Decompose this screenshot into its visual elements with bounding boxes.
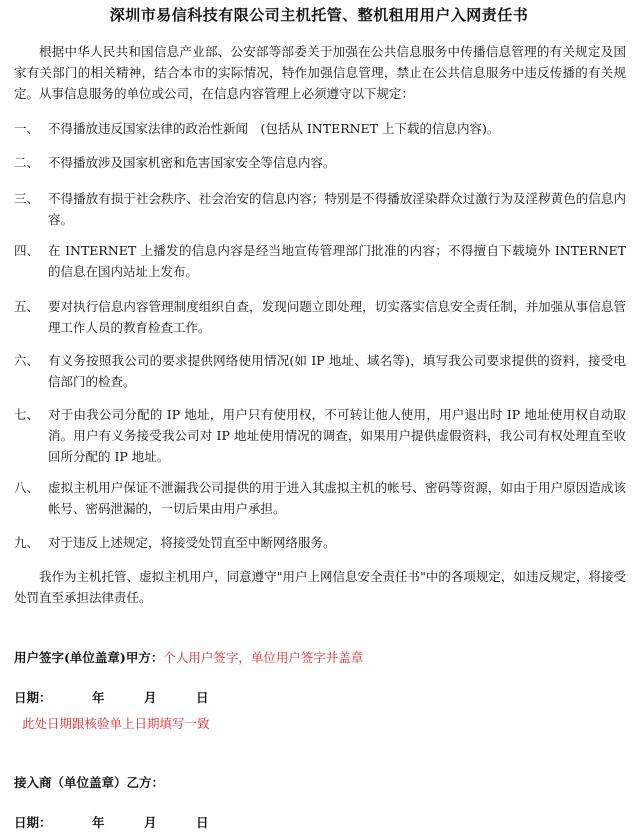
clause-text: 不得播放涉及国家机密和危害国家安全等信息内容。 <box>48 155 336 170</box>
clause-text: 要对执行信息内容管理制度组织自查，发现问题立即处理，切实落实信息安全责任制，并加强从事信息管理工作人员的教育检查工作。 <box>48 299 626 335</box>
clause-number: 九、 <box>14 535 40 550</box>
date-a-note: 此处日期跟核验单上日期填写一致 <box>22 716 210 731</box>
clause-number: 三、 <box>14 191 40 206</box>
clause-text: 不得播放违反国家法律的政治性新闻 (包括从 INTERNET 上下载的信息内容)。 <box>48 121 500 136</box>
clause-4 <box>14 240 626 282</box>
clause-number: 二、 <box>14 155 40 170</box>
closing-paragraph: 我作为主机托管、虚拟主机用户，同意遵守"用户上网信息安全责任书"中的各项规定，如违反规定，将接受处罚直至承担法律责任。 <box>14 569 626 605</box>
party-a-note: 个人用户签字，单位用户签字并盖章 <box>163 650 364 665</box>
date-b-line <box>14 813 209 831</box>
clause-number: 八、 <box>14 480 40 495</box>
party-a-label: 用户签字(单位盖章)甲方： <box>14 650 164 665</box>
date-a-year: 年 <box>92 690 105 705</box>
clause-text: 对于由我公司分配的 IP 地址，用户只有使用权，不可转让他人使用，用户退出时 IP 地址使用权自动取消。用户有义务接受我公司对 IP 地址使用情况的调查，如果用户提供虚假资料，我公司有权处理直至收回所分配的 IP 地址。 <box>48 407 626 464</box>
clause-9 <box>14 532 626 553</box>
date-b-year: 年 <box>92 815 105 830</box>
date-b-label: 日期： <box>14 815 52 830</box>
clause-7 <box>14 404 626 467</box>
party-b-label: 接入商（单位盖章）乙方： <box>14 775 165 790</box>
clause-number: 四、 <box>14 243 40 258</box>
clause-number: 五、 <box>14 299 40 314</box>
party-a-signature-line <box>14 648 363 666</box>
clause-number: 七、 <box>14 407 40 422</box>
date-b-day: 日 <box>196 815 209 830</box>
clause-1 <box>14 118 626 139</box>
intro-paragraph: 根据中华人民共和国信息产业部、公安部等部委关于加强在公共信息服务中传播信息管理的有关规定及国家有关部门的相关精神，结合本市的实际情况，特作加强信息管理，禁止在公共信息服务中违反传播的有关规定。从事信息服务的单位或公司，在信息内容管理上必须遵守以下规定： <box>14 44 626 101</box>
clause-8 <box>14 477 626 519</box>
date-a-day: 日 <box>196 690 209 705</box>
clause-text: 对于违反上述规定，将接受处罚直至中断网络服务。 <box>48 535 336 550</box>
clause-5 <box>14 296 626 338</box>
clause-number: 一、 <box>14 121 40 136</box>
date-a-line <box>14 688 209 706</box>
clause-2 <box>14 152 626 173</box>
date-a-month: 月 <box>144 690 157 705</box>
clause-text: 在 INTERNET 上播发的信息内容是经当地宣传管理部门批准的内容；不得擅自下载境外 INTERNET 的信息在国内站址上发布。 <box>48 243 626 279</box>
clause-text: 有义务按照我公司的要求提供网络使用情况(如 IP 地址、域名等)，填写我公司要求提供的资料，接受电信部门的检查。 <box>48 353 626 389</box>
clause-text: 虚拟主机用户保证不泄漏我公司提供的用于进入其虚拟主机的帐号、密码等资源，如由于用户原因造成该帐号、密码泄漏的，一切后果由用户承担。 <box>48 480 626 516</box>
clause-6 <box>14 350 626 392</box>
date-a-note-line <box>22 714 210 732</box>
clause-text: 不得播放有损于社会秩序、社会治安的信息内容；特别是不得播放淫染群众过激行为及淫秽黄色的信息内容。 <box>48 191 626 227</box>
party-b-signature-line <box>14 773 164 791</box>
clause-3 <box>14 188 626 230</box>
date-a-label: 日期： <box>14 690 52 705</box>
date-b-month: 月 <box>144 815 157 830</box>
document-title: 深圳市易信科技有限公司主机托管、整机租用用户入网责任书 <box>109 6 529 24</box>
clause-number: 六、 <box>14 353 40 368</box>
